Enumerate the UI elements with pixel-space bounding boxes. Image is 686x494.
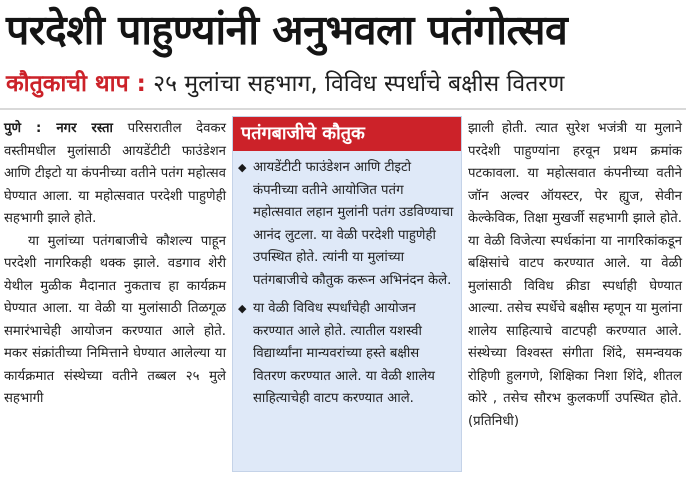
lead-paragraph-text: परिसरातील देवकर वस्तीमधील मुलांसाठी आयडेंटीटी फाउंडेशन आणि टीइटो या कंपनीच्या वतीने पतंग महोत्सव घेण्यात आला. या महोत्सवात परदेशी पाहुणेही सहभागी झाले होते. bbox=[4, 121, 226, 226]
article-column-3 bbox=[468, 118, 682, 433]
subheadline-text: २५ मुलांचा सहभाग, विविध स्पर्धांचे बक्षीस वितरण bbox=[145, 71, 565, 97]
sidebar-box bbox=[232, 116, 462, 472]
continued-paragraph: झाली होती. त्यात सुरेश भजंत्री या मुलाने परदेशी पाहुण्यांना हरवून प्रथम क्रमांक पटकावला. या महोत्सवात कंपनीच्या वतीने जॉन अल्वर ऑयस्टर, पेर ह्युज, सेवीन केल्केविक, तिक्षा मुखर्जी सहभागी झाले होते. या वेळी विजेत्या स्पर्धकांना या नागरिकांकडून बक्षिसांचे वाटप करण्यात आले. या वेळी मुलांसाठी विविध क्रीडा स्पर्धाही घेण्यात आल्या. तसेच स्पर्धेचे बक्षीस म्हणून या मुलांना शालेय साहित्याचे वाटपही करण्यात आले. संस्थेच्या विश्वस्त संगीता शिंदे, समन्वयक रोहिणी हुलगणे, शिक्षिका निशा शिंदे, शीतल कोरे , तसेच सौरभ कुलकर्णी उपस्थित होते. (प्रतिनिधी) bbox=[468, 121, 682, 429]
sidebar-title: पतंगबाजीचे कौतुक bbox=[233, 117, 461, 151]
dateline: पुणे : नगर रस्ता bbox=[4, 121, 113, 136]
subheadline-kicker: कौतुकाची थाप : bbox=[6, 71, 146, 97]
diamond-bullet-icon: ◆ bbox=[238, 302, 247, 315]
sidebar-item-text: आयडेंटीटी फाउंडेशन आणि टीइटो कंपनीच्या वतीने आयोजित पतंग महोत्सवात लहान मुलांनी पतंग उडविण्याचा आनंद लुटला. या वेळी परदेशी पाहुणेही उपस्थित होते. त्यांनी या मुलांच्या पतंगबाजीचे कौतुक करून अभिनंदन केले. bbox=[253, 160, 454, 288]
headline: परदेशी पाहुण्यांनी अनुभवला पतंगोत्सव bbox=[6, 6, 568, 54]
diamond-bullet-icon: ◆ bbox=[238, 161, 247, 174]
header-divider bbox=[0, 108, 686, 110]
body-paragraph: या मुलांच्या पतंगबाजीचे कौशल्य पाहून परदेशी नागरिकही थक्क झाले. वडगाव शेरी येथील मुळीक मैदानात नुकताच हा कार्यक्रम घेण्यात आला. या वेळी या मुलांसाठी तिळगूळ समारंभाचेही आयोजन करण्यात आले होते. मकर संक्रांतीच्या निमित्ताने घेण्यात आलेल्या या कार्यक्रमात संस्थेच्या वतीने तब्बल २५ मुले सहभागी bbox=[4, 233, 226, 406]
lead-paragraph bbox=[4, 118, 226, 231]
sidebar-item bbox=[233, 157, 461, 292]
sidebar-item bbox=[233, 298, 461, 411]
article-column-1 bbox=[4, 118, 226, 411]
sidebar-item-text: या वेळी विविध स्पर्धांचेही आयोजन करण्यात आले होते. त्यातील यशस्वी विद्यार्थ्यांना मान्यवरांच्या हस्ते बक्षीस वितरण करण्यात आले. या वेळी शालेय साहित्याचेही वाटप करण्यात आले. bbox=[253, 301, 435, 406]
subheadline bbox=[6, 64, 682, 104]
